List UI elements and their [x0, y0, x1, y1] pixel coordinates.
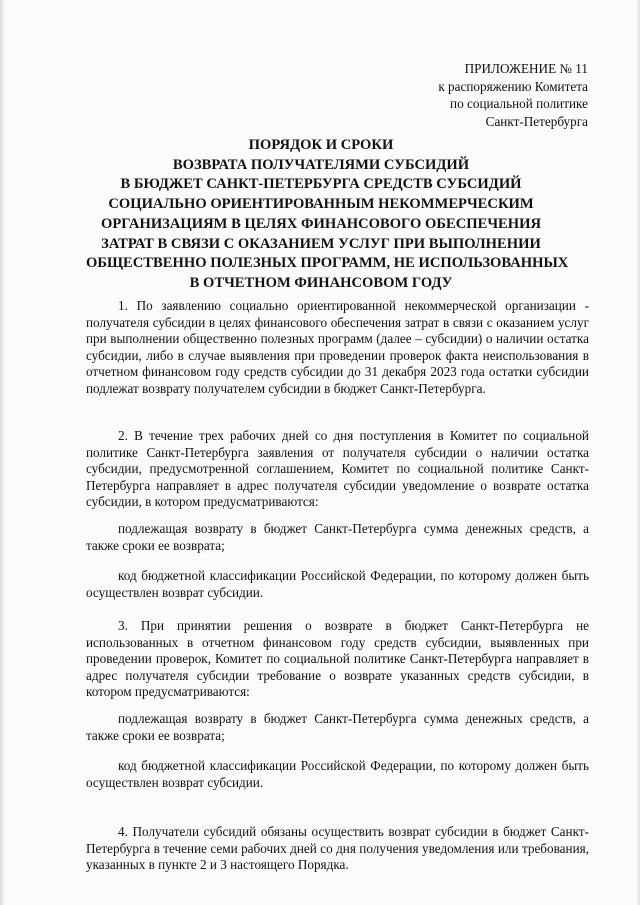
title-line: ВОЗВРАТА ПОЛУЧАТЕЛЯМИ СУБСИДИЙ	[172, 156, 470, 173]
title-line: СОЦИАЛЬНО ОРИЕНТИРОВАННЫМ НЕКОММЕРЧЕСКИМ	[108, 196, 534, 213]
appendix-committee-line: по социальной политике	[450, 96, 588, 111]
title-line: В ОТЧЕТНОМ ФИНАНСОВОМ ГОДУ	[189, 274, 453, 291]
title-line: ОРГАНИЗАЦИЯМ В ЦЕЛЯХ ФИНАНСОВОГО ОБЕСПЕЧЕНИЯ	[100, 215, 542, 232]
paragraph-3-item-code-text: код бюджетной классификации Российской Федерации, по которому должен быть осуществлен возврат субсидии.	[86, 758, 589, 790]
paragraph-2-item-amount-text: подлежащая возврату в бюджет Санкт-Петербурга сумма денежных средств, а также сроки ее возврата;	[86, 521, 589, 553]
paragraph-2-item-code	[86, 568, 589, 601]
paragraph-2	[86, 428, 589, 511]
scan-edge-right	[636, 0, 640, 905]
paragraph-3-item-code	[86, 758, 589, 791]
paragraph-3-text: 3. При принятии решения о возврате в бюджет Санкт-Петербурга не использованных в отчетном финансовом году средств субсидии, выявленных при проведении проверок, Комитет по социальной политике Санкт-Петербурга направляет в адрес получателя субсидии требование о возврате указанных средств субсидии, в котором предусматриваются:	[86, 618, 589, 699]
title-line: В БЮДЖЕТ САНКТ-ПЕТЕРБУРГА СРЕДСТВ СУБСИДИЙ	[120, 176, 522, 193]
paragraph-4-text: 4. Получатели субсидий обязаны осуществить возврат субсидии в бюджет Санкт-Петербурга в течение семи рабочих дней со дня получения уведомления или требования, указанных в пункте 2 и 3 настоящего Порядка.	[86, 824, 589, 872]
title-line: ОБЩЕСТВЕННО ПОЛЕЗНЫХ ПРОГРАММ, НЕ ИСПОЛЬЗОВАННЫХ	[86, 255, 569, 272]
paragraph-2-item-amount	[86, 521, 589, 554]
paragraph-2-item-code-text: код бюджетной классификации Российской Федерации, по которому должен быть осуществлен возврат субсидии.	[86, 568, 589, 600]
paragraph-3-item-amount	[86, 711, 589, 744]
paragraph-4	[86, 824, 589, 874]
paragraph-1	[86, 298, 589, 397]
scan-edge-left	[0, 0, 5, 905]
paragraph-1-text: 1. По заявлению социально ориентированной некоммерческой организации - получателя субсидии в целях финансового обеспечения затрат в связи с оказанием услуг при выполнении общественно полезных программ (далее – субсидии) о наличии остатка субсидии, либо в случае выявления при проведении проверок факта неиспользования в отчетном финансовом году средств субсидии до 31 декабря 2023 года остатки субсидии подлежат возврату получателем субсидии в бюджет Санкт-Петербурга.	[86, 298, 589, 396]
title-line: ПОРЯДОК И СРОКИ	[248, 137, 394, 153]
title-line: ЗАТРАТ В СВЯЗИ С ОКАЗАНИЕМ УСЛУГ ПРИ ВЫПОЛНЕНИИ	[101, 235, 541, 252]
document-title	[86, 136, 569, 294]
paragraph-3	[86, 618, 589, 701]
appendix-order-line: к распоряжению Комитета	[438, 78, 588, 94]
appendix-city-line: Санкт-Петербурга	[485, 113, 588, 129]
appendix-number: ПРИЛОЖЕНИЕ № 11	[464, 61, 588, 76]
paragraph-2-text: 2. В течение трех рабочих дней со дня поступления в Комитет по социальной политике Санкт-Петербурга заявления от получателя субсидии о наличии остатка субсидии, предусмотренной соглашением, Комитет по социальной политике Санкт-Петербурга направляет в адрес получателя субсидии уведомление о возврате остатка субсидии, в котором предусматриваются:	[86, 428, 589, 509]
paragraph-3-item-amount-text: подлежащая возврату в бюджет Санкт-Петербурга сумма денежных средств, а также сроки ее возврата;	[86, 711, 589, 743]
appendix-header	[438, 60, 588, 130]
